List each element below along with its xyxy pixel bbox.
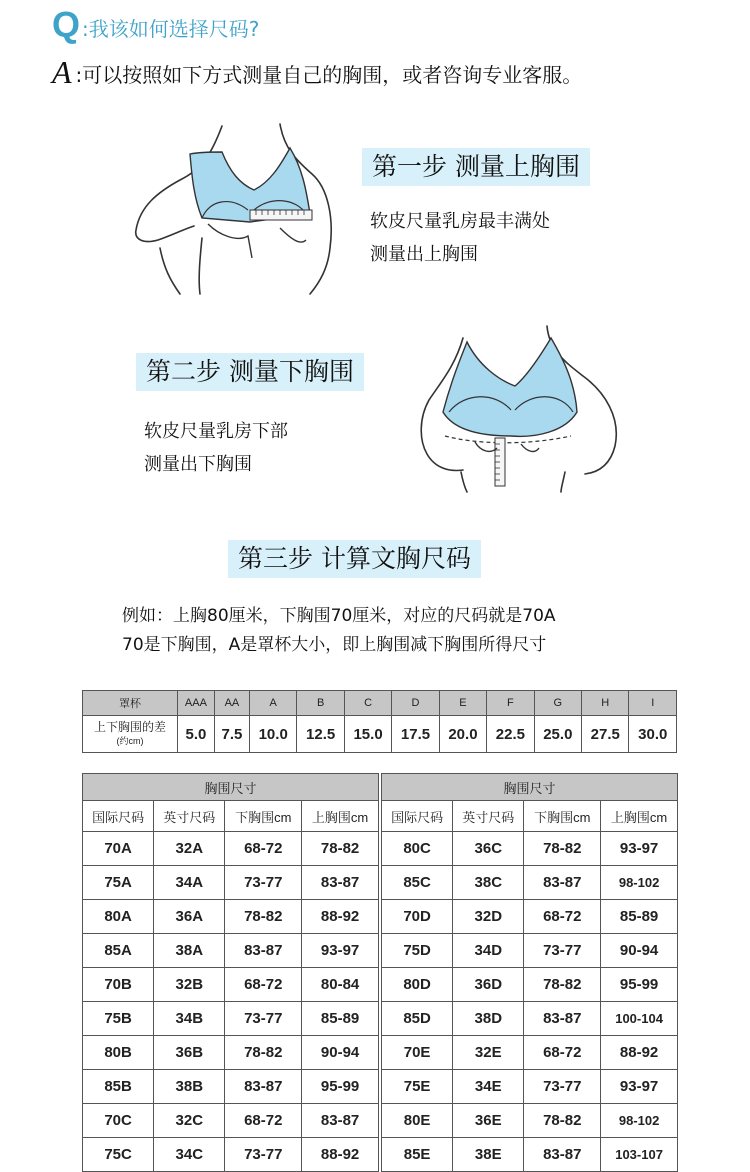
table-row (382, 1036, 678, 1070)
table-row (382, 1002, 678, 1036)
table-cell: 98-102 (601, 1104, 678, 1138)
measure-underbust-illustration (415, 322, 630, 494)
table-row (83, 900, 379, 934)
cup-value-cell: 22.5 (487, 716, 534, 753)
answer-text: :可以按照如下方式测量自己的胸围，或者咨询专业客服。 (75, 63, 583, 87)
cup-header-cell: C (344, 691, 391, 716)
column-header: 英寸尺码 (154, 801, 225, 832)
question-text: :我该如何选择尺码? (82, 17, 260, 41)
step1-desc (370, 205, 550, 271)
table-cell: 100-104 (601, 1002, 678, 1036)
size-table-right (381, 773, 678, 1172)
cup-diff-label-sub: (约cm) (116, 735, 144, 746)
table-cell: 83-87 (524, 1002, 601, 1036)
table-cell: 36C (453, 832, 524, 866)
cup-header-cell: G (534, 691, 581, 716)
step1-title: 第一步 测量上胸围 (362, 148, 590, 186)
table-cell: 83-87 (225, 934, 302, 968)
table-cell: 83-87 (302, 1104, 379, 1138)
answer-line (52, 56, 582, 88)
table-row (382, 1070, 678, 1104)
table-cell: 85C (382, 866, 453, 900)
step1-desc-line1: 软皮尺量乳房最丰满处 (370, 211, 550, 232)
cup-value-cell: 7.5 (214, 716, 249, 753)
cup-diff-label (83, 716, 178, 753)
size-table-left (82, 773, 379, 1172)
table-cell: 70A (83, 832, 154, 866)
table-cell: 70D (382, 900, 453, 934)
size-table-title-row (382, 774, 678, 801)
column-header: 上胸围cm (302, 801, 379, 832)
table-cell: 88-92 (302, 900, 379, 934)
cup-size-table (82, 690, 677, 753)
table-row (83, 866, 379, 900)
cup-value-cell: 27.5 (582, 716, 629, 753)
table-cell: 85-89 (601, 900, 678, 934)
size-table-title: 胸围尺寸 (382, 774, 678, 801)
step3-example (122, 602, 556, 660)
table-cell: 78-82 (225, 900, 302, 934)
step2-desc (144, 415, 288, 481)
cup-header-cell: A (249, 691, 296, 716)
cup-header-cell: D (392, 691, 439, 716)
table-cell: 73-77 (225, 1002, 302, 1036)
cup-value-cell: 10.0 (249, 716, 296, 753)
cup-header-cell: H (582, 691, 629, 716)
table-cell: 90-94 (302, 1036, 379, 1070)
column-header: 英寸尺码 (453, 801, 524, 832)
cup-header-cell: E (439, 691, 486, 716)
table-cell: 32C (154, 1104, 225, 1138)
step3-example-line1: 例如：上胸80厘米，下胸围70厘米，对应的尺码就是70A (122, 606, 556, 626)
table-cell: 34C (154, 1138, 225, 1172)
column-header: 上胸围cm (601, 801, 678, 832)
cup-value-cell: 30.0 (629, 716, 677, 753)
table-cell: 34D (453, 934, 524, 968)
size-table-title: 胸围尺寸 (83, 774, 379, 801)
table-cell: 83-87 (225, 1070, 302, 1104)
table-row (83, 1070, 379, 1104)
cup-value-cell: 15.0 (344, 716, 391, 753)
table-cell: 36A (154, 900, 225, 934)
table-cell: 34B (154, 1002, 225, 1036)
table-cell: 70B (83, 968, 154, 1002)
table-cell: 80A (83, 900, 154, 934)
table-cell: 73-77 (524, 1070, 601, 1104)
column-header: 国际尺码 (83, 801, 154, 832)
table-row (382, 1138, 678, 1172)
table-cell: 80B (83, 1036, 154, 1070)
column-header: 国际尺码 (382, 801, 453, 832)
cup-header-cell: F (487, 691, 534, 716)
cup-header-row (83, 691, 677, 716)
table-cell: 80-84 (302, 968, 379, 1002)
table-cell: 85D (382, 1002, 453, 1036)
table-cell: 68-72 (225, 1104, 302, 1138)
table-cell: 70C (83, 1104, 154, 1138)
step3-title: 第三步 计算文胸尺码 (228, 540, 481, 578)
table-cell: 38B (154, 1070, 225, 1104)
step1-desc-line2: 测量出上胸围 (370, 244, 478, 265)
table-cell: 95-99 (302, 1070, 379, 1104)
measure-bust-illustration (130, 118, 350, 296)
cup-diff-label-main: 上下胸围的差 (93, 719, 166, 734)
table-cell: 80D (382, 968, 453, 1002)
table-cell: 70E (382, 1036, 453, 1070)
column-header: 下胸围cm (524, 801, 601, 832)
table-cell: 38C (453, 866, 524, 900)
table-cell: 68-72 (524, 1036, 601, 1070)
size-table-column-row (382, 801, 678, 832)
table-cell: 85B (83, 1070, 154, 1104)
step2-desc-line2: 测量出下胸围 (144, 454, 252, 475)
table-cell: 95-99 (601, 968, 678, 1002)
table-cell: 88-92 (302, 1138, 379, 1172)
table-cell: 93-97 (601, 1070, 678, 1104)
table-cell: 32B (154, 968, 225, 1002)
table-row (382, 934, 678, 968)
table-cell: 85A (83, 934, 154, 968)
table-row (382, 1104, 678, 1138)
cup-header-cell: I (629, 691, 677, 716)
table-cell: 83-87 (524, 1138, 601, 1172)
table-cell: 93-97 (601, 832, 678, 866)
table-cell: 80E (382, 1104, 453, 1138)
table-cell: 68-72 (225, 832, 302, 866)
table-cell: 80C (382, 832, 453, 866)
table-cell: 75B (83, 1002, 154, 1036)
table-row (382, 900, 678, 934)
table-cell: 103-107 (601, 1138, 678, 1172)
table-row (382, 832, 678, 866)
table-row (83, 832, 379, 866)
table-cell: 78-82 (524, 968, 601, 1002)
table-cell: 83-87 (524, 866, 601, 900)
q-letter: Q (52, 4, 81, 45)
table-cell: 38D (453, 1002, 524, 1036)
table-cell: 36B (154, 1036, 225, 1070)
cup-header-cell: AA (214, 691, 249, 716)
table-cell: 83-87 (302, 866, 379, 900)
size-table-title-row (83, 774, 379, 801)
table-cell: 68-72 (225, 968, 302, 1002)
table-cell: 78-82 (225, 1036, 302, 1070)
table-cell: 73-77 (225, 1138, 302, 1172)
table-cell: 73-77 (225, 866, 302, 900)
table-cell: 73-77 (524, 934, 601, 968)
table-cell: 75C (83, 1138, 154, 1172)
table-row (83, 1002, 379, 1036)
table-cell: 98-102 (601, 866, 678, 900)
size-table-column-row (83, 801, 379, 832)
table-cell: 85-89 (302, 1002, 379, 1036)
step2-desc-line1: 软皮尺量乳房下部 (144, 421, 288, 442)
table-cell: 38A (154, 934, 225, 968)
a-letter: A (52, 54, 72, 90)
table-cell: 75A (83, 866, 154, 900)
cup-value-cell: 20.0 (439, 716, 486, 753)
table-row (382, 968, 678, 1002)
cup-header-label: 罩杯 (83, 691, 178, 716)
table-cell: 75D (382, 934, 453, 968)
cup-value-cell: 5.0 (178, 716, 215, 753)
cup-value-cell: 17.5 (392, 716, 439, 753)
table-cell: 78-82 (302, 832, 379, 866)
table-cell: 93-97 (302, 934, 379, 968)
table-row (83, 1138, 379, 1172)
cup-value-cell: 25.0 (534, 716, 581, 753)
table-cell: 68-72 (524, 900, 601, 934)
question-line (52, 4, 260, 45)
table-cell: 75E (382, 1070, 453, 1104)
table-row (382, 866, 678, 900)
cup-value-row (83, 716, 677, 753)
cup-header-cell: B (297, 691, 344, 716)
table-cell: 78-82 (524, 832, 601, 866)
table-cell: 88-92 (601, 1036, 678, 1070)
table-cell: 32A (154, 832, 225, 866)
table-cell: 36E (453, 1104, 524, 1138)
table-cell: 85E (382, 1138, 453, 1172)
table-row (83, 934, 379, 968)
table-cell: 90-94 (601, 934, 678, 968)
cup-header-cell: AAA (178, 691, 215, 716)
table-cell: 34E (453, 1070, 524, 1104)
step2-title: 第二步 测量下胸围 (136, 353, 364, 391)
table-cell: 34A (154, 866, 225, 900)
table-cell: 32E (453, 1036, 524, 1070)
table-cell: 78-82 (524, 1104, 601, 1138)
cup-value-cell: 12.5 (297, 716, 344, 753)
table-cell: 32D (453, 900, 524, 934)
table-cell: 36D (453, 968, 524, 1002)
column-header: 下胸围cm (225, 801, 302, 832)
table-cell: 38E (453, 1138, 524, 1172)
table-row (83, 1104, 379, 1138)
table-row (83, 968, 379, 1002)
table-row (83, 1036, 379, 1070)
step3-example-line2: 70是下胸围，A是罩杯大小，即上胸围减下胸围所得尺寸 (122, 635, 547, 655)
